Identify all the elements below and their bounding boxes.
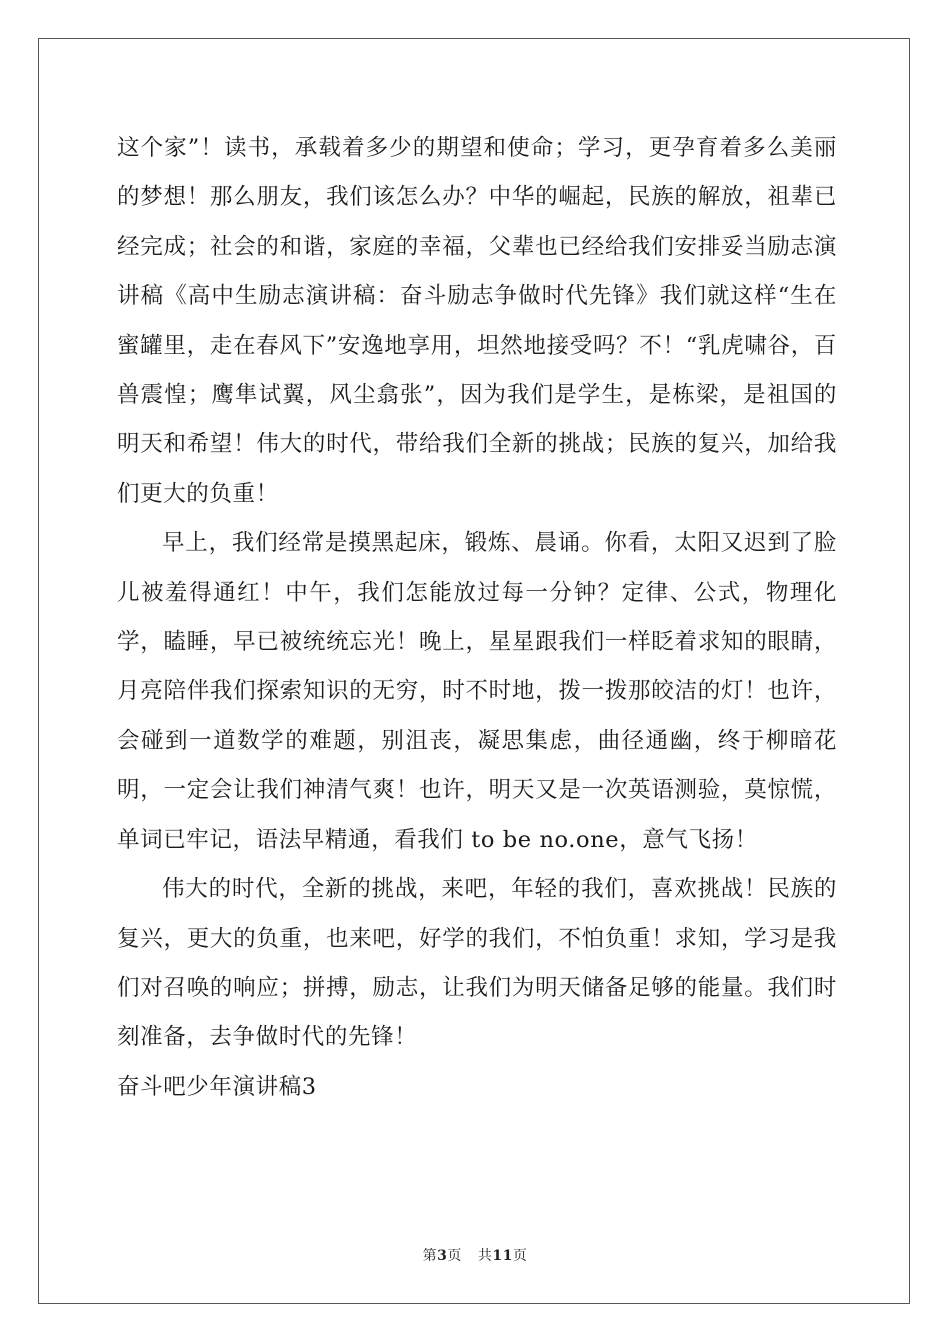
document-body	[117, 124, 837, 1112]
footer-total-pages: 11	[492, 1248, 513, 1264]
footer-total-suffix: 页	[512, 1248, 528, 1264]
paragraph-3: 伟大的时代，全新的挑战，来吧，年轻的我们，喜欢挑战！民族的复兴，更大的负重，也来吧，好学的我们，不怕负重！求知，学习是我们对召唤的响应；拼搏，励志，让我们为明天储备足够的能量。我们时刻准备，去争做时代的先锋！	[117, 876, 837, 1051]
footer-total-prefix: 共	[477, 1248, 493, 1264]
footer-prefix: 第	[422, 1248, 438, 1264]
footer-page-number: 3	[437, 1248, 448, 1264]
section-heading: 奋斗吧少年演讲稿3	[117, 1073, 317, 1100]
paragraph-2: 早上，我们经常是摸黑起床，锻炼、晨诵。你看，太阳又迟到了脸儿被羞得通红！中午，我们怎能放过每一分钟？定律、公式，物理化学，瞌睡，早已被统统忘光！晚上，星星跟我们一样眨着求知的眼睛，月亮陪伴我们探索知识的无穷，时不时地，拨一拨那皎洁的灯！也许，会碰到一道数学的难题，别沮丧，凝思集虑，曲径通幽，终于柳暗花明，一定会让我们神清气爽！也许，明天又是一次英语测验，莫惊慌，单词已牢记，语法早精通，看我们 to be no.one，意气飞扬！	[117, 530, 837, 853]
paragraph-1: 这个家”！读书，承载着多少的期望和使命；学习，更孕育着多么美丽的梦想！那么朋友，我们该怎么办？中华的崛起，民族的解放，祖辈已经完成；社会的和谐，家庭的幸福，父辈也已经给我们安排妥当励志演讲稿《高中生励志演讲稿：奋斗励志争做时代先锋》我们就这样“生在蜜罐里，走在春风下”安逸地享用，坦然地接受吗？不！“乳虎啸谷，百兽震惶；鹰隼试翼，风尘翕张”，因为我们是学生，是栋梁，是祖国的明天和希望！伟大的时代，带给我们全新的挑战；民族的复兴，加给我们更大的负重！	[117, 135, 837, 507]
page-footer	[0, 1245, 950, 1265]
footer-page-suffix: 页	[447, 1248, 462, 1264]
